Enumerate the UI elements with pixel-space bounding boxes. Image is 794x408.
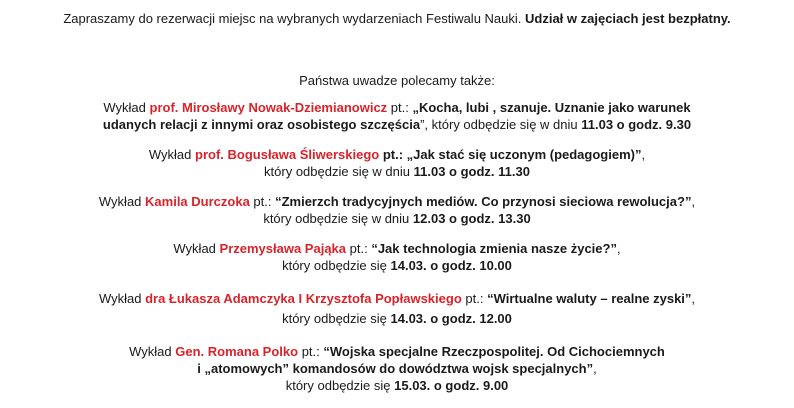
lecture-prefix: Wykład <box>129 344 176 359</box>
lecture-1-line-1 <box>0 99 794 116</box>
lecturer-name: Kamila Durczoka <box>145 194 250 209</box>
lecture-prefix: Wykład <box>148 147 196 162</box>
lecturer-name: dra Łukasza Adamczyka I Krzysztofa Popławskiego <box>145 291 462 306</box>
lecture-1-line-2 <box>0 116 794 133</box>
intro-line <box>0 10 794 27</box>
lecture-3-line-1 <box>0 193 794 210</box>
comma: , <box>641 147 646 162</box>
title-prefix: pt.: <box>379 147 407 162</box>
lecture-title: “Jak technologia zmienia nasze życie?” <box>371 241 617 256</box>
lecture-prefix: Wykład <box>173 241 220 256</box>
comma: , <box>616 241 621 256</box>
lecture-date: 11.03 o godz. 9.30 <box>581 117 692 132</box>
date-prefix: ”, który odbędzie się w dniu <box>420 117 582 132</box>
lecturer-name: Przemysława Pająka <box>219 241 347 256</box>
date-prefix: który odbędzie się <box>282 311 391 326</box>
lecture-5-line-2 <box>0 310 794 327</box>
lecture-3-line-2 <box>0 210 794 227</box>
title-prefix: pt.: <box>346 241 372 256</box>
title-prefix: pt.: <box>249 194 276 209</box>
title-prefix: pt.: <box>461 291 488 306</box>
lecture-date: 12.03 o godz. 13.30 <box>412 211 531 226</box>
lecture-prefix: Wykład <box>103 100 150 115</box>
lecture-date: 15.03. o godz. 9.00 <box>394 378 509 393</box>
lecture-prefix: Wykład <box>98 291 146 306</box>
date-prefix: który odbędzie się w dniu <box>263 211 413 226</box>
lecture-5-line-1 <box>0 290 794 307</box>
lecture-6-line-3 <box>0 377 794 394</box>
date-prefix: który odbędzie się <box>285 378 395 393</box>
lecture-6-line-2 <box>0 360 794 377</box>
lecture-title-cont: udanych relacji z innymi oraz osobistego szczęścia <box>102 117 421 132</box>
date-prefix: który odbędzie się w dniu <box>264 164 414 179</box>
lecture-4-line-1 <box>0 240 794 257</box>
lecture-date: 11.03 o godz. 11.30 <box>413 164 530 179</box>
lecturer-name: prof. Mirosławy Nowak-Dziemianowicz <box>149 100 388 115</box>
lecture-title: “Wirtualne waluty – realne zyski” <box>487 291 692 306</box>
lecture-title: “Zmierzch tradycyjnych mediów. Co przynosi sieciowa rewolucja?” <box>275 194 692 209</box>
lecture-4-line-2 <box>0 257 794 274</box>
lecturer-name: Gen. Romana Polko <box>175 344 299 359</box>
lecture-2-line-2 <box>0 163 794 180</box>
lecture-date: 14.03. o godz. 12.00 <box>390 311 512 326</box>
lecture-title: „Jak stać się uczonym (pedagogiem)” <box>406 147 642 162</box>
intro-text: Zapraszamy do rezerwacji miejsc na wybranych wydarzeniach Festiwalu Nauki. <box>63 11 525 26</box>
lecture-date: 14.03. o godz. 10.00 <box>390 258 512 273</box>
recommend-heading: Państwa uwadze polecamy także: <box>299 73 495 88</box>
lecture-prefix: Wykład <box>98 194 146 209</box>
lecture-2-line-1 <box>0 146 794 163</box>
comma: , <box>691 194 696 209</box>
intro-bold: Udział w zajęciach jest bezpłatny. <box>525 11 731 26</box>
lecture-6-line-1 <box>0 343 794 360</box>
lecture-title-cont: i „atomowych” komandosów do dowództwa wojsk specjalnych” <box>197 361 594 376</box>
date-prefix: który odbędzie się <box>282 258 391 273</box>
comma: , <box>691 291 696 306</box>
lecture-title: “Wojska specjalne Rzeczpospolitej. Od Cichociemnych <box>323 344 665 359</box>
lecturer-name: prof. Bogusława Śliwerskiego <box>195 147 380 162</box>
comma: , <box>593 361 597 376</box>
title-prefix: pt.: <box>387 100 413 115</box>
lecture-title: „Kocha, lubi , szanuje. Uznanie jako warunek <box>412 100 691 115</box>
title-prefix: pt.: <box>298 344 324 359</box>
